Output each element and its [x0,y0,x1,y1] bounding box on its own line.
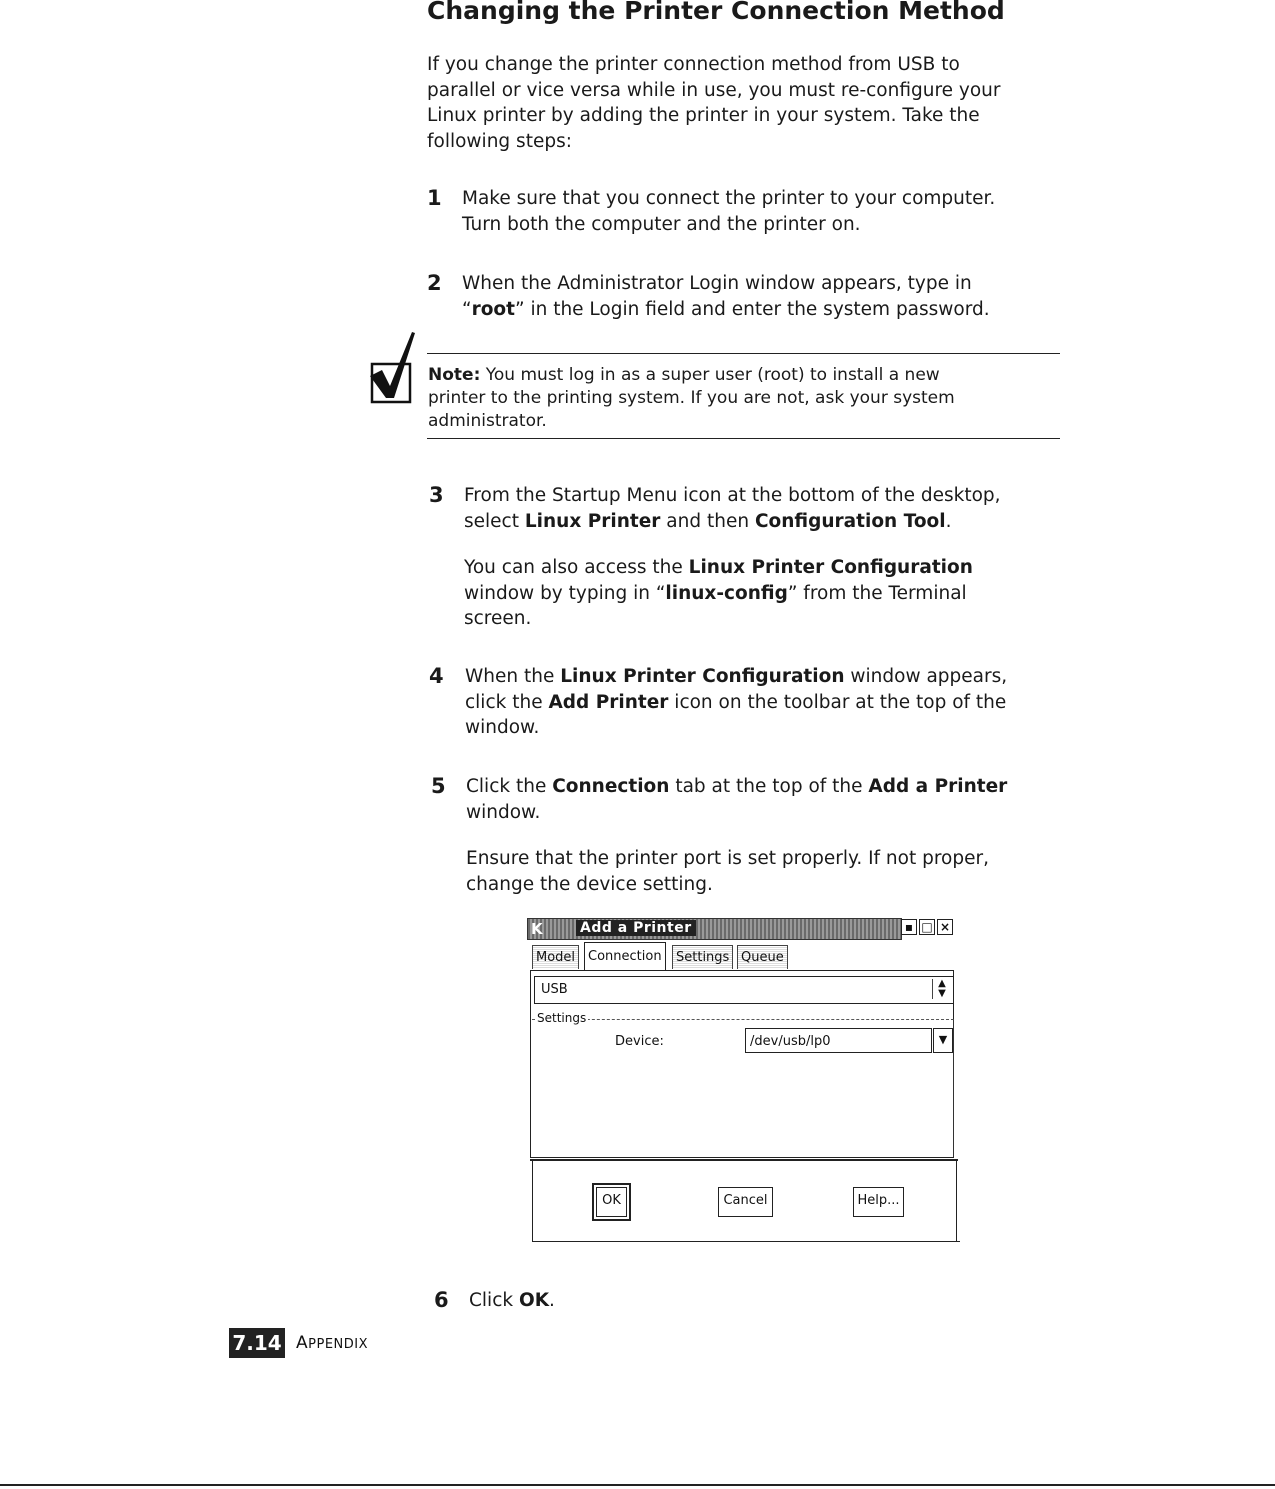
minimize-icon[interactable]: ▪ [901,919,917,935]
step-line: window. [466,801,541,823]
dialog-titlebar[interactable] [527,918,902,940]
note-line: administrator. [428,411,547,431]
step-line: window by typing in “linux-config” from the Terminal [464,582,967,604]
step-line: screen. [464,608,532,629]
tab-model[interactable]: Model [532,945,579,969]
maximize-icon[interactable]: □ [919,919,935,935]
note-line: printer to the printing system. If you are not, ask your system [428,388,955,408]
step-line: “root” in the Login field and enter the system password. [462,298,990,320]
step-5-extra [466,846,989,897]
section-label: APPENDIX [296,1333,369,1353]
note-top-rule [427,353,1060,354]
checkmark-note-icon [368,330,418,405]
step-line: You can also access the Linux Printer Configuration [464,557,973,578]
ok-button[interactable]: OK [596,1187,627,1217]
dialog-border-bottom [532,1241,960,1242]
tab-connection[interactable]: Connection [584,942,666,970]
connection-type-value: USB [541,982,568,997]
step-line: When the Administrator Login window appears, type in [462,273,972,294]
kde-k-icon[interactable]: K [531,920,543,938]
intro-paragraph [427,52,1001,154]
device-input[interactable]: /dev/usb/lp0 [745,1028,932,1053]
note-line: Note: You must log in as a super user (root) to install a new [428,365,940,385]
step-3-text [464,483,1001,534]
tab-settings[interactable]: Settings [672,945,733,969]
step-line: From the Startup Menu icon at the bottom of the desktop, [464,485,1001,506]
close-icon[interactable]: × [937,919,953,935]
step-6-text: Click OK. [469,1290,555,1311]
page-bottom-rule [0,1484,1275,1486]
device-dropdown-icon[interactable]: ▼ [933,1028,953,1053]
dialog-title: Add a Printer [576,920,696,936]
step-line: When the Linux Printer Configuration window appears, [465,666,1008,687]
settings-group-label: Settings [537,1011,587,1025]
step-5-text [466,774,1007,825]
step-number: 4 [429,664,444,688]
help-button[interactable]: Help... [853,1187,904,1217]
step-line: Ensure that the printer port is set properly. If not proper, [466,848,989,869]
step-number: 1 [427,186,442,210]
step-number: 2 [427,271,442,295]
device-label: Device: [615,1034,664,1049]
cancel-button[interactable]: Cancel [718,1187,773,1217]
step-line: window. [465,717,540,738]
note-box [428,364,955,433]
step-4-text [465,664,1007,741]
step-line: Click the Connection tab at the top of the Add a Printer [466,776,1008,797]
dialog-border-left [532,1159,533,1241]
tab-queue[interactable]: Queue [737,945,788,969]
connection-type-select[interactable] [534,976,954,1004]
step-1-text [462,186,995,237]
step-line: Turn both the computer and the printer on. [462,213,861,235]
step-number: 5 [431,774,446,798]
intro-line: following steps: [427,130,572,152]
step-line: select Linux Printer and then Configuration Tool. [464,510,952,532]
page-number-badge: 7.14 [229,1328,285,1358]
intro-line: Linux printer by adding the printer in your system. Take the [427,105,980,126]
add-printer-dialog [523,915,960,1248]
step-line: click the Add Printer icon on the toolbar at the top of the [465,691,1007,713]
step-line: Make sure that you connect the printer to your computer. [462,188,996,209]
intro-line: parallel or vice versa while in use, you must re-configure your [427,79,1001,101]
note-bottom-rule [427,438,1060,439]
step-number: 3 [429,483,444,507]
dialog-border-right [956,1159,957,1241]
intro-line: If you change the printer connection method from USB to [427,54,960,75]
page-title: Changing the Printer Connection Method [427,0,1005,25]
spin-arrows-icon[interactable]: ▲ ▼ [932,979,951,999]
step-number: 6 [434,1288,449,1312]
step-3-extra [464,555,973,632]
dialog-separator [530,1159,958,1161]
step-line: change the device setting. [466,873,713,895]
step-2-text [462,271,990,322]
